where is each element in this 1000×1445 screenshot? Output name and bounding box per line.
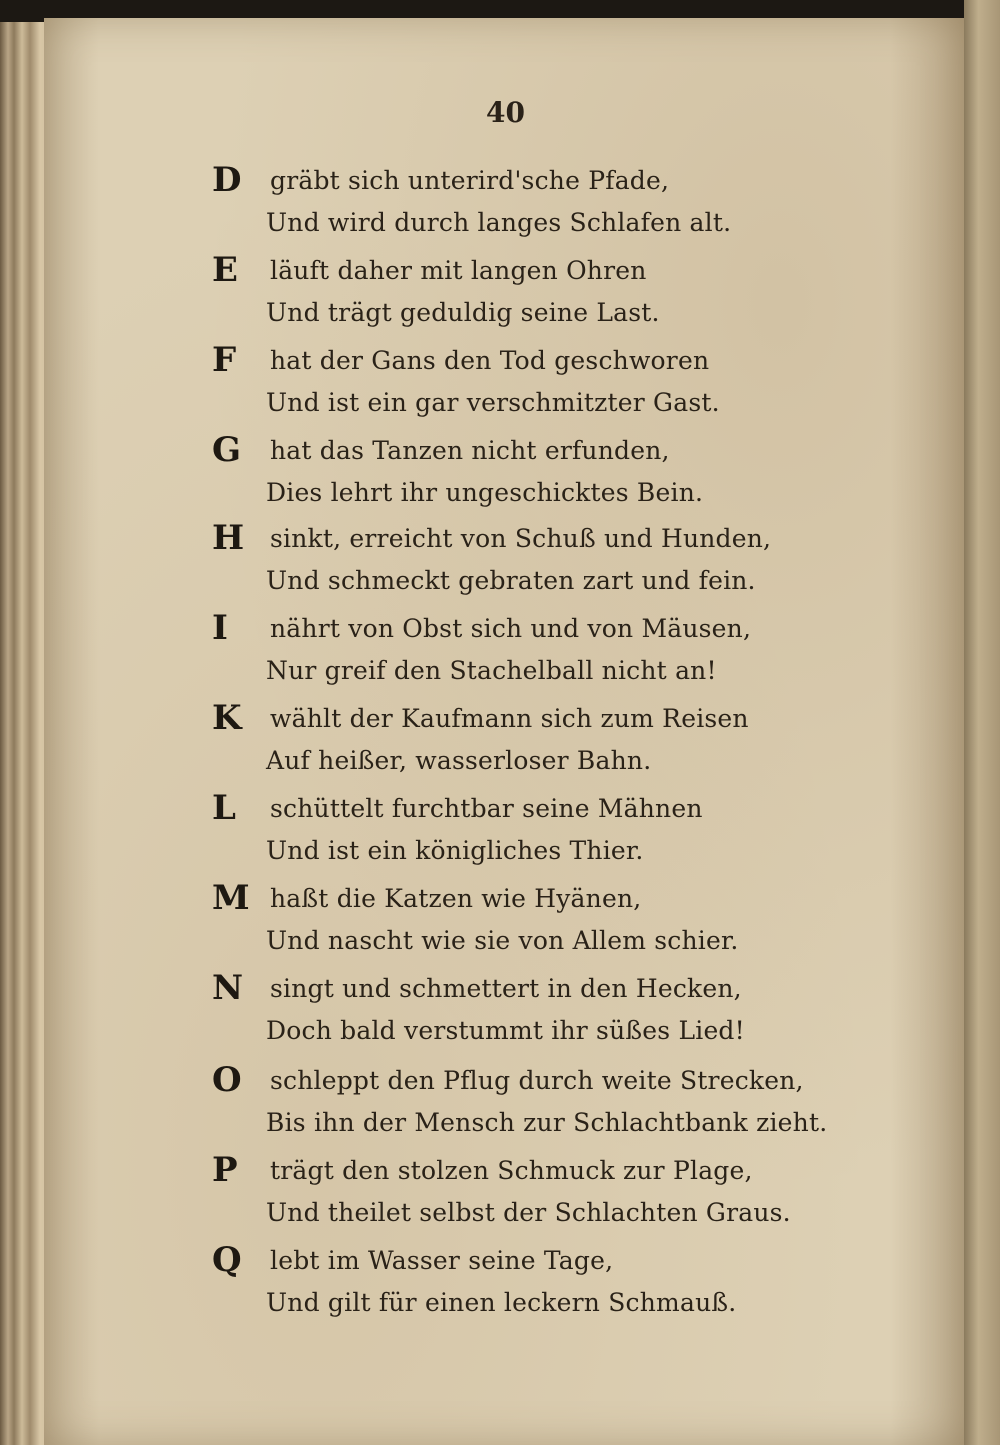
verse-line: hat das Tanzen nicht erfunden, bbox=[270, 436, 670, 465]
verse-line: schleppt den Pflug durch weite Strecken, bbox=[270, 1066, 804, 1095]
verse-line: Auf heißer, wasserloser Bahn. bbox=[266, 746, 652, 775]
facing-page-edge bbox=[964, 0, 1000, 1445]
verse-line: lebt im Wasser seine Tage, bbox=[270, 1246, 614, 1275]
stanza-initial: I bbox=[212, 608, 228, 648]
verse-line: Und theilet selbst der Schlachten Graus. bbox=[266, 1198, 791, 1227]
stanza-k bbox=[212, 698, 872, 782]
page-number: 40 bbox=[486, 96, 525, 129]
verse-line: Und nascht wie sie von Allem schier. bbox=[266, 926, 739, 955]
verse-line: Und ist ein gar verschmitzter Gast. bbox=[266, 388, 720, 417]
stanza-h bbox=[212, 518, 872, 602]
stanza-initial: O bbox=[212, 1060, 242, 1100]
verse-line: nährt von Obst sich und von Mäusen, bbox=[270, 614, 752, 643]
stanza-q bbox=[212, 1240, 872, 1324]
verse-line: singt und schmettert in den Hecken, bbox=[270, 974, 742, 1003]
verse-line: Nur greif den Stachelball nicht an! bbox=[266, 656, 717, 685]
verse-line: Und gilt für einen leckern Schmauß. bbox=[266, 1288, 737, 1317]
verse-line: Und schmeckt gebraten zart und fein. bbox=[266, 566, 756, 595]
stanza-initial: H bbox=[212, 518, 245, 558]
verse-line: sinkt, erreicht von Schuß und Hunden, bbox=[270, 524, 772, 553]
stanza-initial: Q bbox=[212, 1240, 242, 1280]
stanza-initial: N bbox=[212, 968, 244, 1008]
verse-line: Und ist ein königliches Thier. bbox=[266, 836, 644, 865]
stanza-initial: P bbox=[212, 1150, 238, 1190]
stanza-initial: K bbox=[212, 698, 242, 738]
verse-line: Und trägt geduldig seine Last. bbox=[266, 298, 660, 327]
verse-line: hat der Gans den Tod geschworen bbox=[270, 346, 710, 375]
verse-line: trägt den stolzen Schmuck zur Plage, bbox=[270, 1156, 753, 1185]
verse-line: wählt der Kaufmann sich zum Reisen bbox=[270, 704, 749, 733]
stanza-m bbox=[212, 878, 872, 962]
stanza-initial: F bbox=[212, 340, 237, 380]
verse-line: gräbt sich unterird'sche Pfade, bbox=[270, 166, 670, 195]
stanza-l bbox=[212, 788, 872, 872]
stanza-g bbox=[212, 430, 872, 514]
stanza-f bbox=[212, 340, 872, 424]
stanza-d bbox=[212, 160, 872, 244]
verse-line: läuft daher mit langen Ohren bbox=[270, 256, 647, 285]
stanza-initial: G bbox=[212, 430, 242, 470]
stanza-initial: D bbox=[212, 160, 242, 200]
verse-line: Und wird durch langes Schlafen alt. bbox=[266, 208, 732, 237]
verse-line: Bis ihn der Mensch zur Schlachtbank zieht. bbox=[266, 1108, 828, 1137]
verse-line: Dies lehrt ihr ungeschicktes Bein. bbox=[266, 478, 704, 507]
stanza-initial: E bbox=[212, 250, 238, 290]
verse-line: schüttelt furchtbar seine Mähnen bbox=[270, 794, 703, 823]
stanza-e bbox=[212, 250, 872, 334]
verse-line: haßt die Katzen wie Hyänen, bbox=[270, 884, 642, 913]
stanza-o bbox=[212, 1060, 872, 1144]
stanza-p bbox=[212, 1150, 872, 1234]
stanza-initial: L bbox=[212, 788, 236, 828]
stanza-i bbox=[212, 608, 872, 692]
stanza-n bbox=[212, 968, 872, 1052]
stanza-initial: M bbox=[212, 878, 250, 918]
verse-line: Doch bald verstummt ihr süßes Lied! bbox=[266, 1016, 745, 1045]
